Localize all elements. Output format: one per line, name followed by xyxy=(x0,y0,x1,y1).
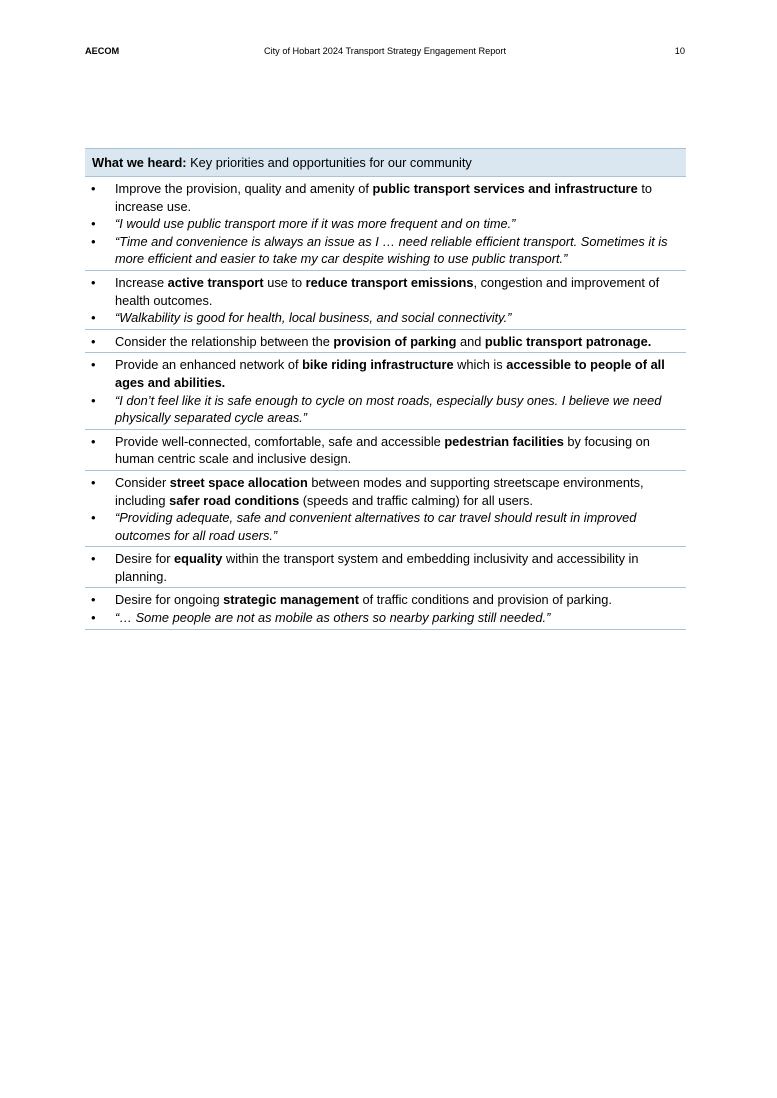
bullet-icon: • xyxy=(91,216,96,232)
bullet-icon: • xyxy=(91,474,96,490)
item-text: and xyxy=(456,333,485,349)
item-text: Desire for xyxy=(115,551,175,567)
emphasis-text: bike riding infrastructure xyxy=(302,357,454,373)
item-text: “… Some people are not as mobile as others so nearby parking still needed.” xyxy=(115,610,551,626)
table-body xyxy=(85,177,686,630)
priority-item xyxy=(85,333,686,351)
bullet-icon: • xyxy=(91,357,96,373)
emphasis-text: public transport services and infrastructure xyxy=(372,181,638,196)
heading-text: Key priorities and opportunities for our community xyxy=(186,155,472,170)
item-text: “Time and convenience is always an issue as I … need reliable efficient transport. Sometimes it is more efficient and easier to take my car despite wishing to use public transport.” xyxy=(115,233,668,267)
bullet-icon: • xyxy=(91,433,96,449)
item-text: Provide well-connected, comfortable, safe and accessible xyxy=(115,433,445,449)
table-row xyxy=(85,353,686,429)
table-row xyxy=(85,547,686,588)
item-text: to increase use. xyxy=(115,181,652,214)
item-text: which is xyxy=(453,357,507,373)
emphasis-text: provision of parking xyxy=(333,333,457,349)
item-text: Increase xyxy=(115,274,168,290)
quote-item xyxy=(85,309,686,327)
quote-item xyxy=(85,215,686,233)
organization-name: AECOM xyxy=(85,46,120,56)
item-text: use to xyxy=(263,274,306,290)
item-text: Consider xyxy=(115,474,170,490)
item-text: “I would use public transport more if it was more frequent and on time.” xyxy=(115,216,516,232)
bullet-icon: • xyxy=(91,274,96,290)
bullet-icon: • xyxy=(91,610,96,626)
quote-item xyxy=(85,609,686,627)
item-text: Provide an enhanced network of xyxy=(115,357,303,373)
emphasis-text: public transport patronage. xyxy=(484,333,652,349)
item-text: by focusing on human centric scale and inclusive design. xyxy=(115,433,650,467)
item-text: “I don’t feel like it is safe enough to cycle on most roads, especially busy ones. I believe we need physically separated cycle areas.” xyxy=(115,392,662,426)
priority-item xyxy=(85,550,686,585)
priorities-table xyxy=(85,148,686,630)
priority-item xyxy=(85,274,686,309)
priority-item xyxy=(85,180,686,215)
table-row xyxy=(85,430,686,471)
bullet-icon: • xyxy=(91,551,96,567)
table-row xyxy=(85,330,686,354)
emphasis-text: equality xyxy=(174,551,223,567)
bullet-icon: • xyxy=(91,510,96,526)
emphasis-text: reduce transport emissions xyxy=(305,274,474,290)
item-text: Desire for ongoing xyxy=(115,592,224,608)
bullet-icon: • xyxy=(91,592,96,608)
item-text: (speeds and traffic calming) for all users. xyxy=(299,492,533,508)
item-text: Improve the provision, quality and amenity of xyxy=(115,181,373,196)
table-row xyxy=(85,177,686,271)
bullet-icon: • xyxy=(91,181,96,196)
emphasis-text: accessible to people of all ages and abilities. xyxy=(115,357,665,390)
priority-item xyxy=(85,433,686,468)
priority-item xyxy=(85,356,686,391)
bullet-icon: • xyxy=(91,233,96,249)
emphasis-text: strategic management xyxy=(223,592,359,608)
emphasis-text: active transport xyxy=(167,274,264,290)
item-text: of traffic conditions and provision of parking. xyxy=(358,592,612,608)
heading-label: What we heard: xyxy=(92,155,187,170)
table-heading xyxy=(85,148,686,177)
emphasis-text: safer road conditions xyxy=(169,492,300,508)
item-text: within the transport system and embedding inclusivity and accessibility in planning. xyxy=(115,551,639,584)
item-text: “Providing adequate, safe and convenient alternatives to car travel should result in improved outcomes for all road users.” xyxy=(115,510,637,543)
emphasis-text: street space allocation xyxy=(169,474,308,490)
item-text: between modes and supporting streetscape environments, including xyxy=(115,474,644,508)
table-row xyxy=(85,271,686,330)
bullet-icon: • xyxy=(91,333,96,349)
priority-item xyxy=(85,591,686,609)
emphasis-text: pedestrian facilities xyxy=(444,433,564,449)
item-text: , congestion and improvement of health outcomes. xyxy=(115,274,660,308)
quote-item xyxy=(85,509,686,544)
page-header xyxy=(85,44,685,58)
table-row xyxy=(85,588,686,629)
quote-item xyxy=(85,392,686,427)
priority-item xyxy=(85,474,686,509)
document-title: City of Hobart 2024 Transport Strategy Engagement Report xyxy=(263,46,507,56)
item-text: “Walkability is good for health, local business, and social connectivity.” xyxy=(115,310,512,326)
quote-item xyxy=(85,233,686,268)
bullet-icon: • xyxy=(91,392,96,408)
item-text: Consider the relationship between the xyxy=(115,333,334,349)
table-row xyxy=(85,471,686,547)
page-number: 10 xyxy=(674,46,685,56)
bullet-icon: • xyxy=(91,310,96,326)
